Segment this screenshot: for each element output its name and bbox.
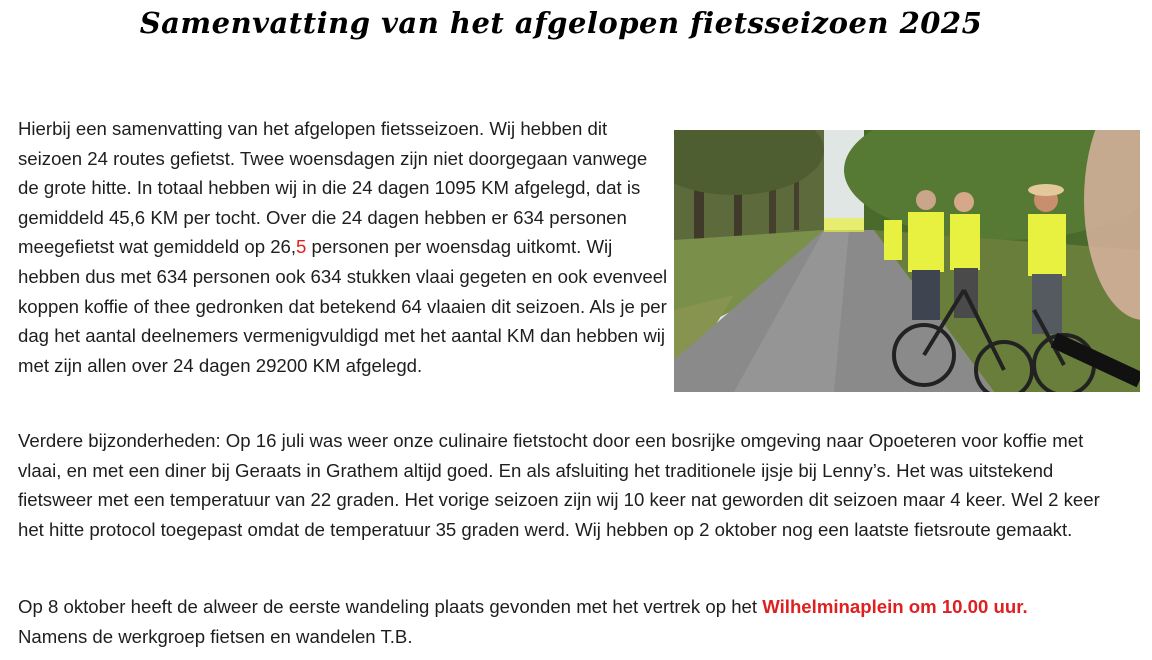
cyclists-photo <box>674 130 1140 392</box>
summary-text-part-1: Hierbij een samenvatting van het afgelopen fietsseizoen. Wij hebben dit seizoen 24 routes gefietst. Twee woensdagen zijn niet doorgegaan vanwege de grote hitte. In totaal hebben wij in die 24 dagen 1095 KM afgelegd, dat is gemiddeld 45,6 KM per tocht. Over die 24 dagen hebben er 634 personen meegefietst wat gemiddeld op 26, <box>18 118 648 258</box>
summary-text-part-2: personen per woensdag uitkomt. Wij hebben dus met 634 personen ook 634 stukken vlaai gegeten en ook evenveel koppen koffie of thee gedronken dat betekend 64 vlaaien dit seizoen. Als je per dag het aantal deelnemers vermenigvuldigd met het aantal KM dan hebben wij met zijn allen over 24 dagen 29200 KM afgelegd. <box>18 236 668 376</box>
summary-paragraph <box>18 114 668 380</box>
announcement-text: Op 8 oktober heeft de alweer de eerste wandeling plaats gevonden met het vertrek op het <box>18 596 763 617</box>
meeting-location-time: Wilhelminaplein om 10.00 uur. <box>762 596 1028 617</box>
announcement-paragraph <box>18 592 1128 651</box>
highlighted-digit: 5 <box>296 236 307 258</box>
page-title: Samenvatting van het afgelopen fietsseizoen 2025 <box>139 6 983 40</box>
details-paragraph: Verdere bijzonderheden: Op 16 juli was weer onze culinaire fietstocht door een bosrijke omgeving naar Opoeteren voor koffie met vlaai, en met een diner bij Geraats in Grathem altijd goed. En als afsluiting het traditionele ijsje bij Lenny’s. Het was uitstekend fietsweer met een temperatuur van 22 graden. Het vorige seizoen zijn wij 10 keer nat geworden dit seizoen maar 4 keer. Wel 2 keer het hitte protocol toegepast omdat de temperatuur 35 graden werd. Wij hebben op 2 oktober nog een laatste fietsroute gemaakt. <box>18 430 1100 540</box>
signature: Namens de werkgroep fietsen en wandelen T.B. <box>18 625 413 647</box>
